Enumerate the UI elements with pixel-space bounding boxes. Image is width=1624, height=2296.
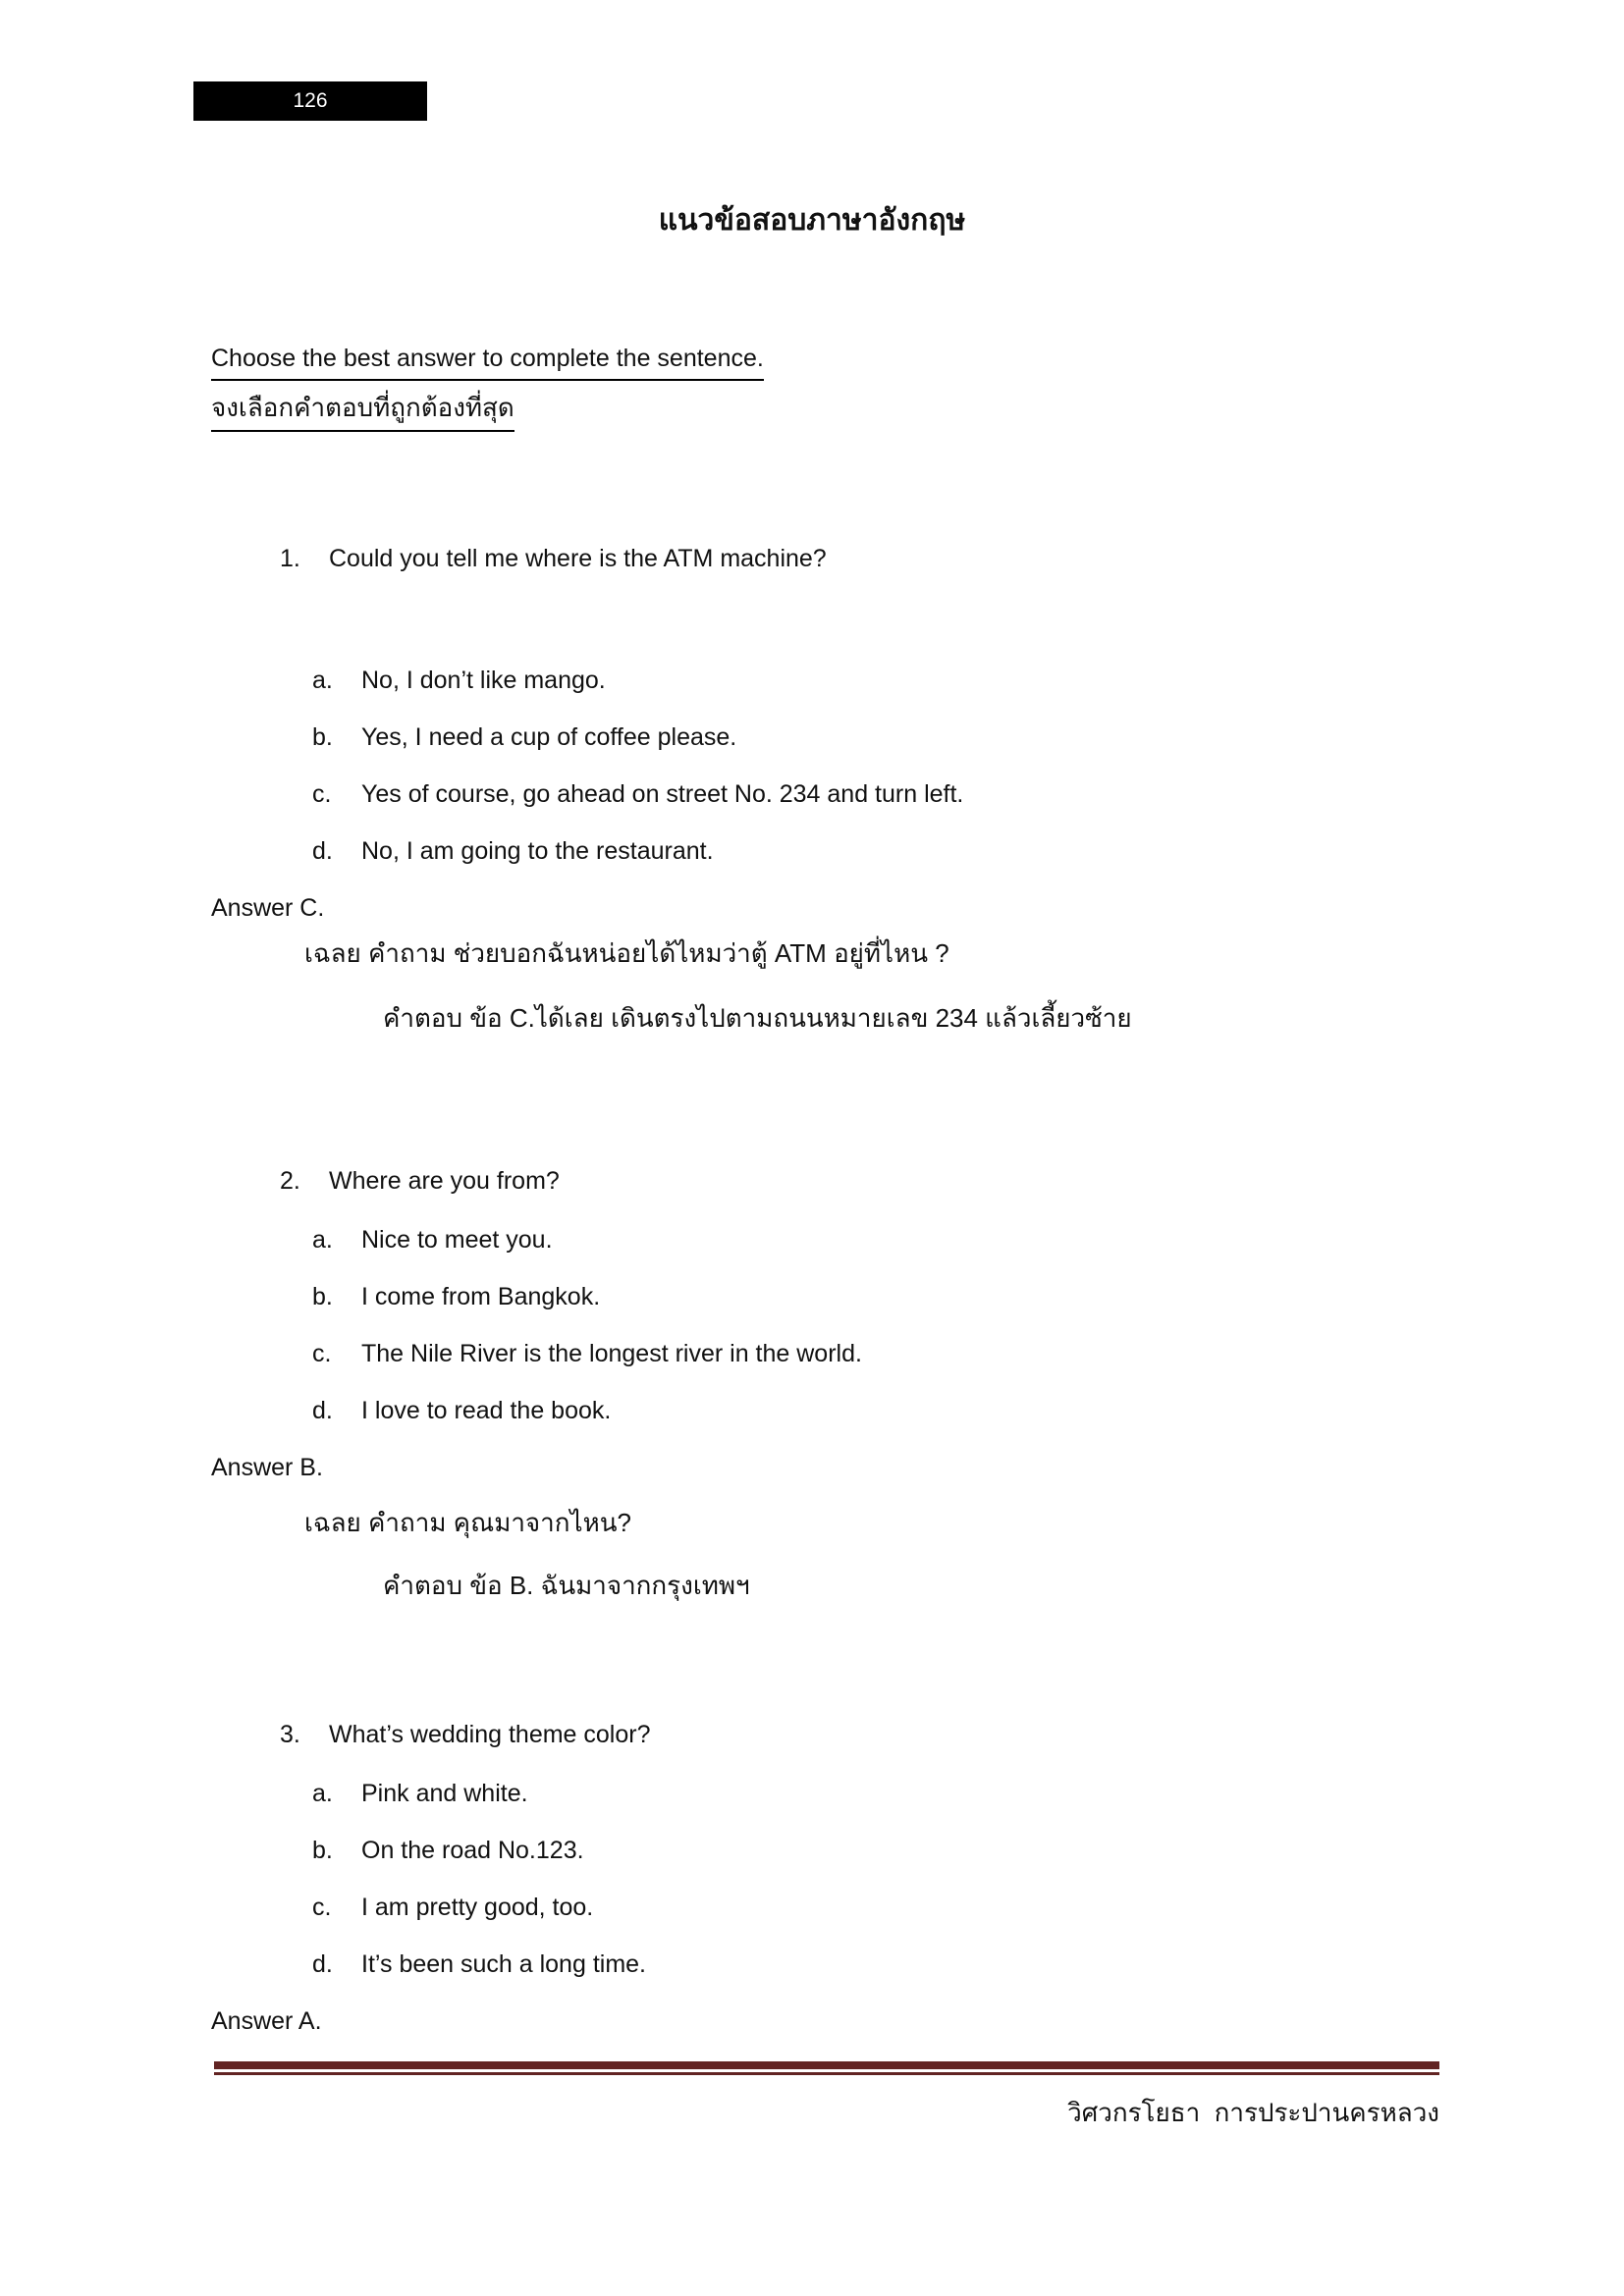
question-3	[280, 1718, 651, 1751]
question-2-option-a	[312, 1223, 553, 1256]
option-text: It’s been such a long time.	[361, 1950, 646, 1978]
option-letter: c.	[312, 1894, 332, 1921]
option-letter: d.	[312, 1397, 333, 1424]
question-2-answer: Answer B.	[211, 1454, 323, 1481]
question-1	[280, 542, 827, 575]
page-number-box	[193, 81, 427, 121]
instruction-thai	[211, 389, 514, 432]
option-text: Pink and white.	[361, 1780, 528, 1807]
question-3-text: What’s wedding theme color?	[329, 1721, 651, 1748]
option-text: Yes of course, go ahead on street No. 234 and turn left.	[361, 780, 964, 808]
option-text: On the road No.123.	[361, 1837, 584, 1864]
option-letter: a.	[312, 1226, 333, 1254]
question-1-answer: Answer C.	[211, 894, 325, 922]
question-1-number: 1.	[280, 545, 300, 572]
option-text: No, I am going to the restaurant.	[361, 837, 714, 865]
question-3-option-a	[312, 1777, 528, 1810]
option-letter: c.	[312, 1340, 332, 1367]
question-2-option-b	[312, 1280, 600, 1313]
question-1-explanation-answer: คำตอบ ข้อ C.ได้เลย เดินตรงไปตามถนนหมายเลข 234 แล้วเลี้ยวซ้าย	[383, 1003, 1132, 1033]
instruction-thai-text: จงเลือกคำตอบที่ถูกต้องที่สุด	[211, 389, 514, 432]
question-2-explanation-answer: คำตอบ ข้อ B. ฉันมาจากกรุงเทพฯ	[383, 1571, 750, 1600]
question-2	[280, 1164, 560, 1198]
option-text: I love to read the book.	[361, 1397, 612, 1424]
option-text: I come from Bangkok.	[361, 1283, 601, 1310]
option-text: No, I don’t like mango.	[361, 667, 606, 694]
question-1-explanation-question: เฉลย คำถาม ช่วยบอกฉันหน่อยได้ไหมว่าตู้ ATM อยู่ที่ไหน ?	[304, 938, 949, 968]
footer-rule-thick	[214, 2061, 1439, 2069]
option-letter: a.	[312, 1780, 333, 1807]
instruction-english-text: Choose the best answer to complete the sentence.	[211, 342, 764, 381]
question-3-option-c	[312, 1891, 593, 1924]
question-2-explanation-question: เฉลย คำถาม คุณมาจากไหน?	[304, 1508, 631, 1537]
question-3-answer: Answer A.	[211, 2007, 322, 2035]
option-text: Nice to meet you.	[361, 1226, 553, 1254]
option-letter: d.	[312, 1950, 333, 1978]
option-text: I am pretty good, too.	[361, 1894, 594, 1921]
option-letter: b.	[312, 1837, 333, 1864]
question-1-option-b	[312, 721, 736, 754]
question-3-option-b	[312, 1834, 584, 1867]
footer-rule-thin	[214, 2072, 1439, 2075]
option-letter: a.	[312, 667, 333, 694]
option-letter: b.	[312, 723, 333, 751]
question-1-option-a	[312, 664, 606, 697]
question-1-text: Could you tell me where is the ATM machine?	[329, 545, 827, 572]
page-title: แนวข้อสอบภาษาอังกฤษ	[658, 204, 966, 237]
option-letter: b.	[312, 1283, 333, 1310]
page-number: 126	[293, 89, 328, 112]
question-3-number: 3.	[280, 1721, 300, 1748]
question-1-option-c	[312, 777, 963, 811]
question-2-option-d	[312, 1394, 611, 1427]
instruction-english	[211, 342, 764, 381]
option-letter: c.	[312, 780, 332, 808]
question-1-option-d	[312, 834, 714, 868]
footer-rule	[214, 2061, 1439, 2075]
footer-credit: วิศวกรโยธา การประปานครหลวง	[1067, 2098, 1439, 2127]
option-letter: d.	[312, 837, 333, 865]
option-text: Yes, I need a cup of coffee please.	[361, 723, 737, 751]
question-2-text: Where are you from?	[329, 1167, 560, 1195]
question-2-number: 2.	[280, 1167, 300, 1195]
option-text: The Nile River is the longest river in the world.	[361, 1340, 862, 1367]
question-3-option-d	[312, 1948, 646, 1981]
question-2-option-c	[312, 1337, 862, 1370]
